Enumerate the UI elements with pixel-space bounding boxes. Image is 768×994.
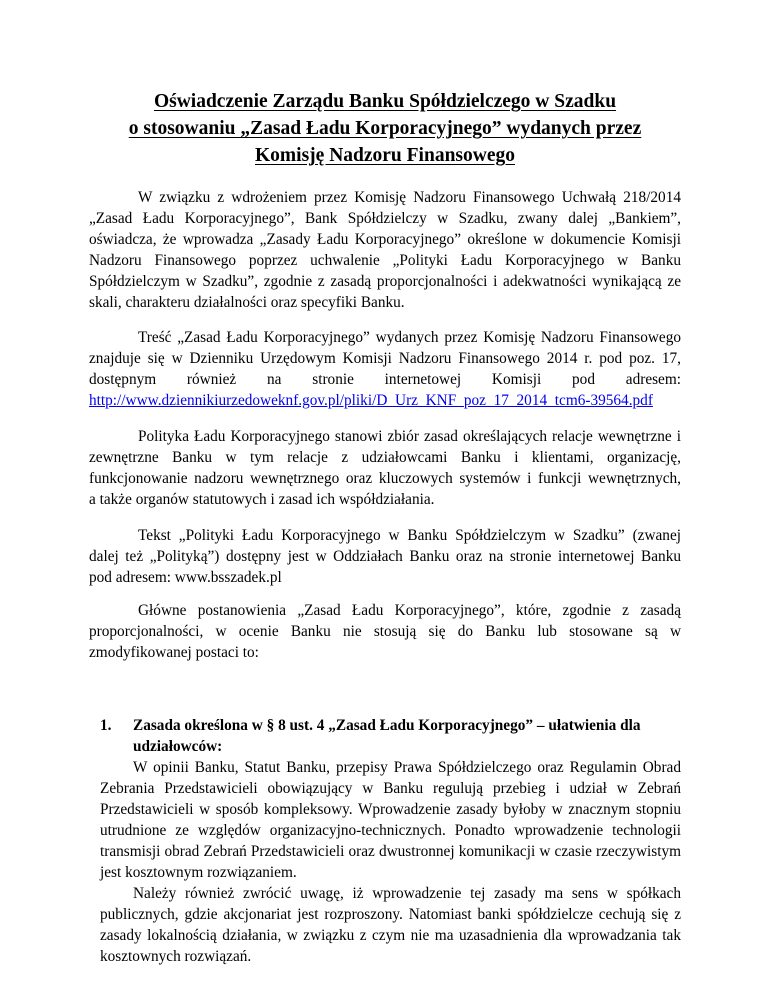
paragraph-line: Nadzoru Finansowego poprzez uchwalenie „Polityki Ładu Korporacyjnego w Banku bbox=[89, 252, 681, 269]
paragraph-line: dostępnym również na stronie internetowej Komisji pod adresem: bbox=[89, 371, 681, 388]
paragraph-line: Należy również zwrócić uwagę, iż wprowadzenie tej zasady ma sens w spółkach bbox=[133, 885, 681, 902]
paragraph-line: „Zasad Ładu Korporacyjnego”, Bank Spółdzielczy w Szadku, zwany dalej „Bankiem”, bbox=[89, 210, 681, 227]
paragraph-line: Przedstawicieli w sposób kompleksowy. Wprowadzenie zasady byłoby w znacznym stopniu bbox=[100, 801, 681, 818]
paragraph-policy-availability bbox=[89, 525, 681, 588]
paragraph-line: skali, charakteru działalności oraz specyfiki Banku. bbox=[89, 294, 405, 311]
paragraph-line: W opinii Banku, Statut Banku, przepisy Prawa Spółdzielczego oraz Regulamin Obrad bbox=[133, 759, 681, 776]
paragraph-line: zewnętrzne Banku w tym relacje z udziałowcami Banku i klientami, organizację, bbox=[89, 449, 681, 466]
section-1-body bbox=[100, 757, 681, 967]
paragraph-line: Treść „Zasad Ładu Korporacyjnego” wydanych przez Komisję Nadzoru Finansowego bbox=[138, 329, 681, 346]
paragraph-line: funkcjonowanie nadzoru wewnętrznego oraz kluczowych systemów i funkcji wewnętrznych, bbox=[89, 470, 681, 487]
paragraph-line: transmisji obrad Zebrań Przedstawicieli oraz dwustronnej komunikacji w czasie rzeczywistym bbox=[100, 843, 681, 860]
paragraph-line: kosztownych rozwiązań. bbox=[100, 948, 252, 965]
section-1-paragraph-1 bbox=[100, 757, 681, 883]
knf-document-link[interactable]: http://www.dziennikiurzedoweknf.gov.pl/pliki/D_Urz_KNF_poz_17_2014_tcm6-39564.pdf bbox=[89, 392, 653, 409]
paragraph-line: W związku z wdrożeniem przez Komisję Nadzoru Finansowego Uchwałą 218/2014 bbox=[138, 189, 681, 206]
section-1-paragraph-2 bbox=[100, 883, 681, 967]
title-line-2: o stosowaniu „Zasad Ładu Korporacyjnego” wydanych przez bbox=[128, 118, 642, 139]
paragraph-main-provisions bbox=[89, 600, 681, 663]
paragraph-policy-scope bbox=[89, 426, 681, 510]
paragraph-line: jest kosztownym rozwiązaniem. bbox=[100, 864, 297, 881]
section-1 bbox=[100, 715, 681, 967]
document-title bbox=[100, 88, 670, 169]
title-line-1: Oświadczenie Zarządu Banku Spółdzielczego w Szadku bbox=[153, 91, 617, 112]
paragraph-knf-source bbox=[89, 327, 681, 411]
title-line-3: Komisję Nadzoru Finansowego bbox=[255, 145, 515, 166]
section-heading-line: Zasada określona w § 8 ust. 4 „Zasad Ładu Korporacyjnego” – ułatwienia dla bbox=[133, 717, 641, 734]
paragraph-line: publicznych, gdzie akcjonariat jest rozproszony. Natomiast banki spółdzielcze cechują się z bbox=[100, 906, 681, 923]
paragraph-line: pod adresem: www.bsszadek.pl bbox=[89, 569, 282, 586]
section-heading-line: udziałowców: bbox=[133, 738, 223, 755]
paragraph-line: dalej też „Polityką”) dostępny jest w Oddziałach Banku oraz na stronie internetowej Banku bbox=[89, 548, 681, 565]
section-number: 1. bbox=[100, 717, 112, 734]
paragraph-line: Polityka Ładu Korporacyjnego stanowi zbiór zasad określających relacje wewnętrzne i bbox=[138, 428, 681, 445]
paragraph-line: zmodyfikowanej postaci to: bbox=[89, 644, 259, 661]
paragraph-line: Tekst „Polityki Ładu Korporacyjnego w Banku Spółdzielczym w Szadku” (zwanej bbox=[138, 527, 681, 544]
section-1-heading bbox=[100, 715, 681, 757]
paragraph-line: a także organów statutowych i zasad ich współdziałania. bbox=[89, 491, 435, 508]
paragraph-line: Zebrania Przedstawicieli obowiązujący w Banku regulują przebieg i udział w Zebrań bbox=[100, 780, 681, 797]
paragraph-line: Spółdzielczym w Szadku”, zgodnie z zasadą proporcjonalności i adekwatności wynikającą ze bbox=[89, 273, 681, 290]
paragraph-line: znajduje się w Dzienniku Urzędowym Komisji Nadzoru Finansowego 2014 r. pod poz. 17, bbox=[89, 350, 681, 367]
paragraph-line: utrudnione ze względów organizacyjno-technicznych. Ponadto wprowadzenie technologii bbox=[100, 822, 681, 839]
paragraph-intro bbox=[89, 187, 681, 313]
paragraph-line: Główne postanowienia „Zasad Ładu Korporacyjnego”, które, zgodnie z zasadą bbox=[138, 602, 681, 619]
paragraph-line: zasady lokalnością działania, w związku z czym nie ma uzasadnienia dla wprowadzania tak bbox=[100, 927, 681, 944]
paragraph-line: proporcjonalności, w ocenie Banku nie stosują się do Banku lub stosowane są w bbox=[89, 623, 681, 640]
paragraph-line: oświadcza, że wprowadza „Zasady Ładu Korporacyjnego” określone w dokumencie Komisji bbox=[89, 231, 681, 248]
